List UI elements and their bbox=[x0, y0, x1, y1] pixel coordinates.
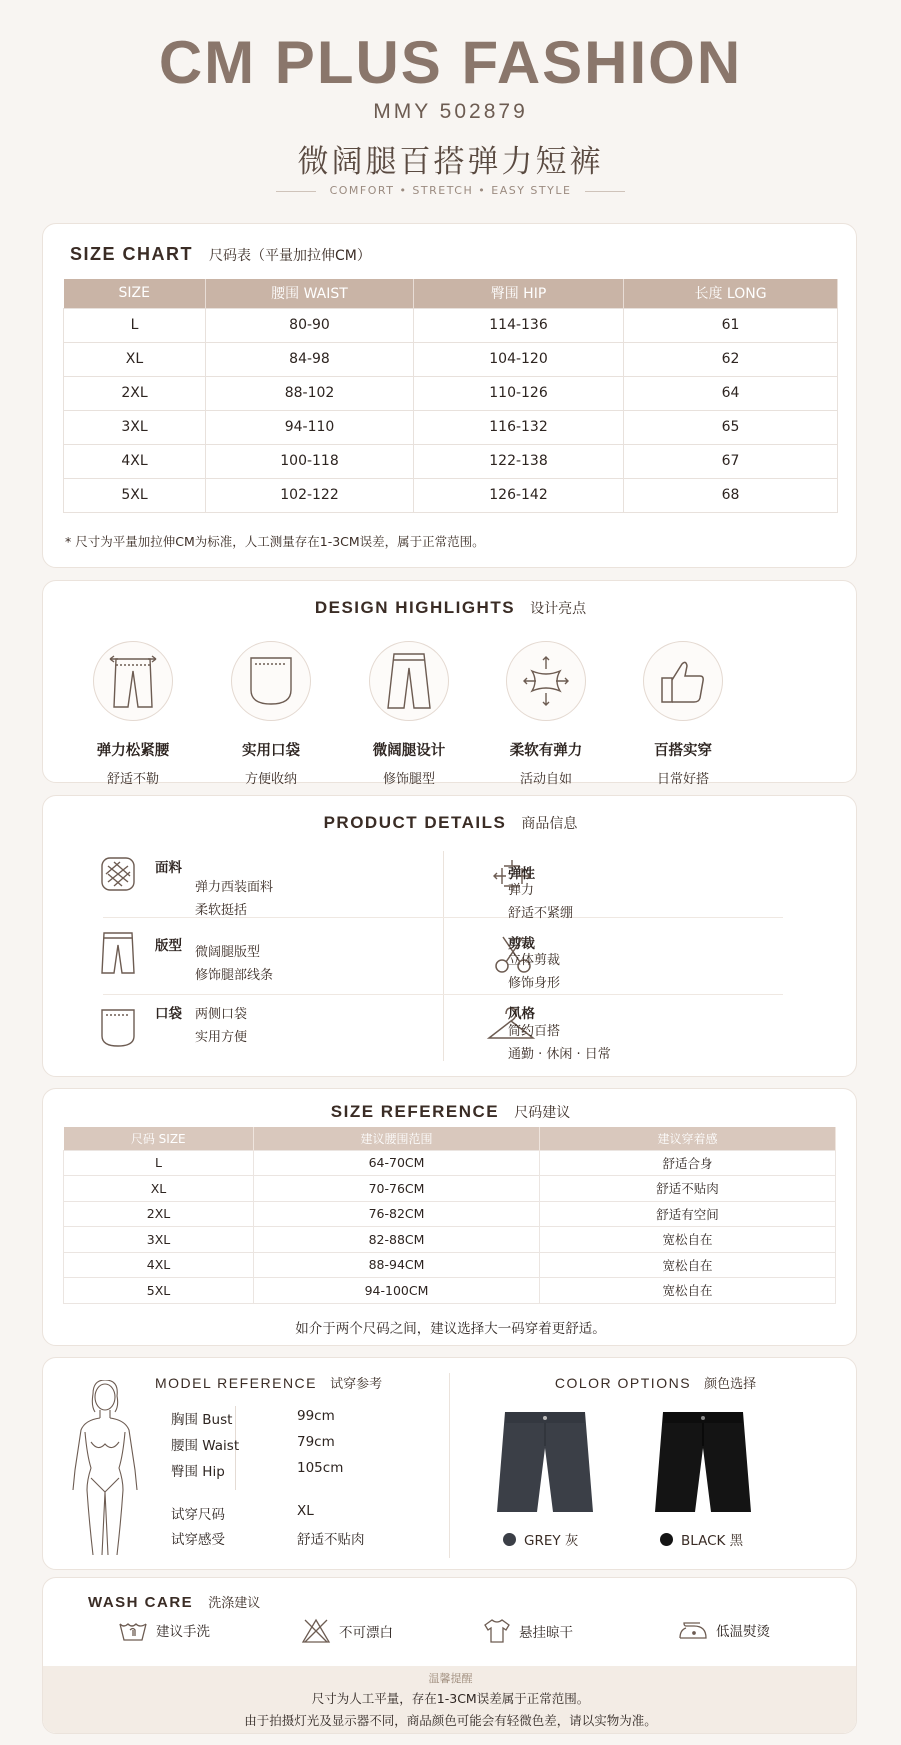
model-color-card bbox=[42, 1357, 857, 1570]
detail-value-style: 简约百搭 通勤 · 休闲 · 日常 bbox=[508, 1024, 611, 1062]
model-waist-label: 腰围 Waist bbox=[171, 1438, 240, 1454]
sc-header-cell: 长度 LONG bbox=[624, 279, 838, 308]
product-details-title: PRODUCT DETAILS bbox=[323, 813, 507, 832]
highlight-title: 柔软有弹力 bbox=[509, 743, 583, 759]
table-row bbox=[64, 1201, 836, 1227]
color-option-black[interactable]: BLACK 黑 bbox=[660, 1529, 743, 1549]
table-cell: 舒适合身 bbox=[540, 1150, 836, 1176]
footer-line-2: 由于拍摄灯光及显示器不同，商品颜色可能会有轻微色差，请以实物为准。 bbox=[244, 1713, 657, 1728]
highlight-title: 弹力松紧腰 bbox=[96, 743, 170, 759]
table-row bbox=[64, 342, 838, 376]
detail-label-cut: 剪裁 bbox=[508, 936, 535, 952]
sr-header-cell: 建议腰围范围 bbox=[254, 1127, 540, 1150]
grey-swatch bbox=[503, 1533, 516, 1546]
table-cell: 4XL bbox=[64, 1252, 254, 1278]
color-options-subtitle: 颜色选择 bbox=[704, 1377, 757, 1392]
wide-leg-icon bbox=[369, 641, 449, 721]
highlight-title: 微阔腿设计 bbox=[372, 743, 446, 759]
no-bleach-icon bbox=[301, 1618, 331, 1644]
size-chart-title: SIZE CHART bbox=[70, 244, 193, 264]
table-cell: 82-88CM bbox=[254, 1227, 540, 1253]
black-shorts-image[interactable] bbox=[653, 1408, 753, 1518]
table-cell: 122-138 bbox=[414, 444, 624, 478]
fabric-icon bbox=[98, 854, 138, 894]
highlight-item bbox=[201, 641, 341, 787]
thumbs-up-icon bbox=[643, 641, 723, 721]
highlight-title: 实用口袋 bbox=[242, 743, 300, 759]
table-row bbox=[64, 478, 838, 512]
sc-header-cell: 臀围 HIP bbox=[414, 279, 624, 308]
wash-care-subtitle: 洗涤建议 bbox=[208, 1596, 261, 1611]
table-cell: 100-118 bbox=[206, 444, 414, 478]
table-cell: 宽松自在 bbox=[540, 1278, 836, 1304]
model-bust-label: 胸围 Bust bbox=[171, 1412, 233, 1428]
fit-size-label: 试穿尺码 bbox=[171, 1507, 225, 1523]
product-details-subtitle: 商品信息 bbox=[521, 816, 578, 832]
black-swatch bbox=[660, 1533, 673, 1546]
table-cell: 65 bbox=[624, 410, 838, 444]
highlight-item bbox=[613, 641, 753, 787]
table-row bbox=[64, 444, 838, 478]
table-cell: 104-120 bbox=[414, 342, 624, 376]
product-title-cn: 微阔腿百搭弹力短裤 bbox=[297, 144, 604, 180]
fit-feel-value: 舒适不贴肉 bbox=[297, 1532, 365, 1548]
table-cell: 110-126 bbox=[414, 376, 624, 410]
table-cell: 62 bbox=[624, 342, 838, 376]
product-details-card bbox=[42, 795, 857, 1077]
size-chart-table bbox=[63, 279, 838, 513]
size-chart-subtitle: 尺码表（平量加拉伸CM） bbox=[209, 248, 371, 264]
table-cell: 94-100CM bbox=[254, 1278, 540, 1304]
size-reference-card bbox=[42, 1088, 857, 1346]
table-row bbox=[64, 410, 838, 444]
table-cell: 舒适不贴肉 bbox=[540, 1176, 836, 1202]
highlight-subtitle: 修饰腿型 bbox=[382, 772, 435, 787]
model-figure-icon bbox=[65, 1380, 145, 1560]
iron-icon bbox=[678, 1618, 708, 1642]
color-option-grey[interactable]: GREY 灰 bbox=[503, 1529, 578, 1549]
size-chart-note: * 尺寸为平量加拉伸CM为标准，人工测量存在1-3CM误差，属于正常范围。 bbox=[65, 534, 485, 549]
table-cell: 84-98 bbox=[206, 342, 414, 376]
wash-care-title: WASH CARE bbox=[88, 1594, 194, 1611]
table-cell: 2XL bbox=[64, 1201, 254, 1227]
highlight-subtitle: 方便收纳 bbox=[244, 772, 297, 787]
detail-value-pocket: 两侧口袋 实用方便 bbox=[195, 1007, 248, 1045]
detail-label-elasticity: 弹性 bbox=[508, 866, 535, 882]
detail-value-elasticity: 弹力 舒适不紧绷 bbox=[508, 883, 574, 921]
size-reference-title: SIZE REFERENCE bbox=[330, 1102, 500, 1121]
wash-care-card bbox=[42, 1577, 857, 1734]
highlight-item bbox=[476, 641, 616, 787]
size-reference-table bbox=[63, 1127, 836, 1304]
table-cell: 64 bbox=[624, 376, 838, 410]
highlight-item bbox=[63, 641, 203, 787]
detail-label-fit: 版型 bbox=[155, 938, 182, 954]
design-highlights-subtitle: 设计亮点 bbox=[530, 601, 587, 617]
model-hip-label: 臀围 Hip bbox=[171, 1464, 225, 1480]
table-cell: 3XL bbox=[64, 1227, 254, 1253]
table-cell: 88-94CM bbox=[254, 1252, 540, 1278]
hand-wash-icon bbox=[118, 1618, 148, 1642]
table-cell: 宽松自在 bbox=[540, 1227, 836, 1253]
brand-title: CM PLUS FASHION bbox=[158, 29, 743, 96]
table-cell: 3XL bbox=[64, 410, 206, 444]
table-cell: 5XL bbox=[64, 1278, 254, 1304]
table-cell: XL bbox=[64, 342, 206, 376]
table-row bbox=[64, 1252, 836, 1278]
wash-item-hand-wash: 建议手洗 bbox=[118, 1618, 210, 1642]
fit-feel-label: 试穿感受 bbox=[171, 1532, 225, 1548]
detail-label-fabric: 面料 bbox=[155, 860, 182, 876]
table-cell: 88-102 bbox=[206, 376, 414, 410]
highlight-subtitle: 日常好搭 bbox=[656, 772, 709, 787]
design-highlights-title: DESIGN HIGHLIGHTS bbox=[314, 598, 516, 617]
pocket-icon bbox=[231, 641, 311, 721]
table-cell: 64-70CM bbox=[254, 1150, 540, 1176]
table-cell: 94-110 bbox=[206, 410, 414, 444]
detail-value-cut: 立体剪裁 修饰身形 bbox=[508, 953, 561, 991]
sr-header-cell: 尺码 SIZE bbox=[64, 1127, 254, 1150]
model-bust-value: 99cm bbox=[297, 1408, 335, 1424]
table-cell: L bbox=[64, 308, 206, 342]
model-reference-subtitle: 试穿参考 bbox=[330, 1377, 383, 1392]
detail-label-style: 风格 bbox=[508, 1006, 535, 1022]
size-reference-note: 如介于两个尺码之间，建议选择大一码穿着更舒适。 bbox=[295, 1321, 606, 1337]
table-cell: 126-142 bbox=[414, 478, 624, 512]
table-cell: L bbox=[64, 1150, 254, 1176]
fit-size-value: XL bbox=[297, 1503, 314, 1519]
table-cell: XL bbox=[64, 1176, 254, 1202]
table-row bbox=[64, 308, 838, 342]
table-cell: 116-132 bbox=[414, 410, 624, 444]
model-hip-value: 105cm bbox=[297, 1460, 344, 1476]
detail-value-fit: 微阔腿版型 修饰腿部线条 bbox=[195, 945, 274, 983]
stretch-icon bbox=[506, 641, 586, 721]
table-cell: 80-90 bbox=[206, 308, 414, 342]
wash-item-no-bleach: 不可漂白 bbox=[301, 1618, 393, 1644]
color-options-title: COLOR OPTIONS bbox=[554, 1375, 692, 1391]
table-row bbox=[64, 376, 838, 410]
waistband-icon bbox=[93, 641, 173, 721]
table-cell: 67 bbox=[624, 444, 838, 478]
grey-shorts-image[interactable] bbox=[495, 1408, 595, 1518]
table-row bbox=[64, 1150, 836, 1176]
highlight-subtitle: 舒适不勒 bbox=[106, 772, 159, 787]
footer-line-1: 尺寸为人工平量，存在1-3CM误差属于正常范围。 bbox=[311, 1691, 590, 1706]
wash-item-hang-dry: 悬挂晾干 bbox=[483, 1618, 573, 1644]
table-cell: 舒适有空间 bbox=[540, 1201, 836, 1227]
table-row bbox=[64, 1227, 836, 1253]
detail-value-fabric: 弹力西装面料 柔软挺括 bbox=[195, 880, 274, 918]
model-reference-title: MODEL REFERENCE bbox=[155, 1375, 318, 1391]
detail-label-pocket: 口袋 bbox=[155, 1006, 182, 1022]
table-cell: 114-136 bbox=[414, 308, 624, 342]
table-cell: 宽松自在 bbox=[540, 1252, 836, 1278]
model-waist-value: 79cm bbox=[297, 1434, 335, 1450]
highlight-title: 百搭实穿 bbox=[654, 743, 712, 759]
table-cell: 4XL bbox=[64, 444, 206, 478]
table-row bbox=[64, 1176, 836, 1202]
size-reference-subtitle: 尺码建议 bbox=[514, 1105, 571, 1121]
highlight-item bbox=[339, 641, 479, 787]
product-code: MMY 502879 bbox=[373, 100, 528, 123]
wash-item-iron: 低温熨烫 bbox=[678, 1618, 770, 1642]
table-cell: 76-82CM bbox=[254, 1201, 540, 1227]
size-chart-card bbox=[42, 223, 857, 568]
table-cell: 5XL bbox=[64, 478, 206, 512]
table-cell: 68 bbox=[624, 478, 838, 512]
footer-notice bbox=[43, 1666, 857, 1734]
sr-header-cell: 建议穿着感 bbox=[540, 1127, 836, 1150]
table-row bbox=[64, 1278, 836, 1304]
sc-header-cell: SIZE bbox=[64, 279, 206, 308]
tagline: COMFORT • STRETCH • EASY STYLE bbox=[0, 184, 901, 197]
pants-icon bbox=[98, 929, 138, 977]
highlight-subtitle: 活动自如 bbox=[519, 772, 572, 787]
table-cell: 61 bbox=[624, 308, 838, 342]
table-cell: 2XL bbox=[64, 376, 206, 410]
details-divider bbox=[443, 851, 444, 1061]
table-cell: 70-76CM bbox=[254, 1176, 540, 1202]
sc-header-cell: 腰围 WAIST bbox=[206, 279, 414, 308]
footer-title: 温馨提醒 bbox=[428, 1672, 473, 1685]
table-cell: 102-122 bbox=[206, 478, 414, 512]
design-highlights-card bbox=[42, 580, 857, 787]
pocket-icon bbox=[98, 1006, 138, 1050]
hang-dry-icon bbox=[483, 1618, 511, 1644]
